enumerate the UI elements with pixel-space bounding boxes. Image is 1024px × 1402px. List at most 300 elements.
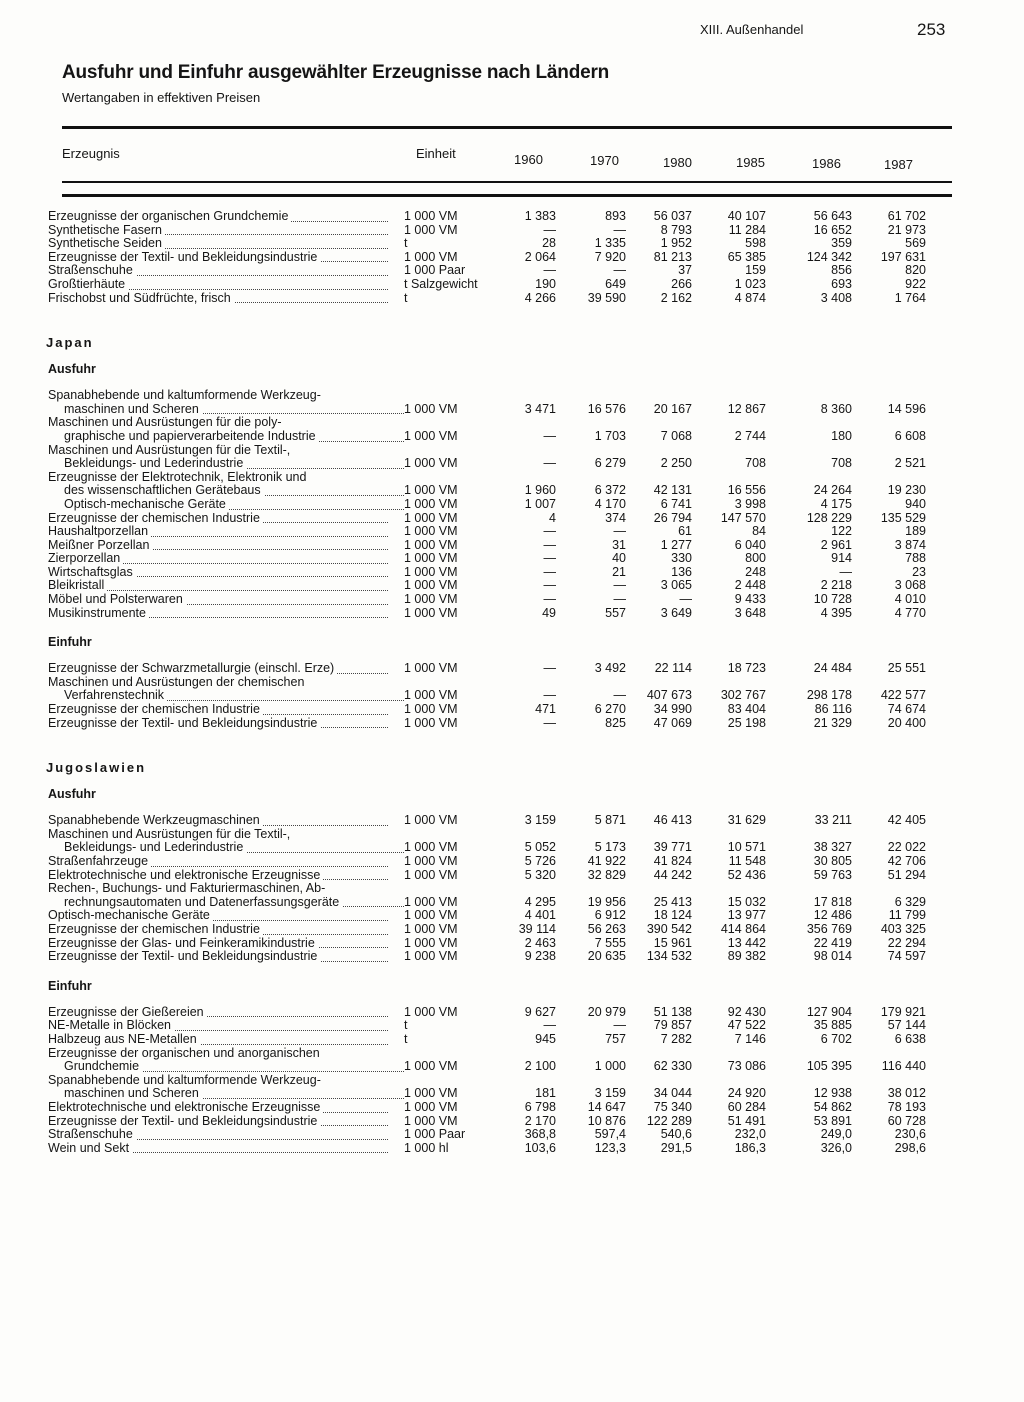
value-cell-1980: 47 069	[653, 715, 692, 730]
row-label-text: Erzeugnisse der chemischen Industrie	[48, 923, 263, 936]
row-label	[48, 923, 388, 937]
row-unit: 1 000 VM	[404, 715, 458, 730]
value-cell-1987: 78 193	[887, 1099, 926, 1114]
table-row	[0, 389, 1024, 403]
row-label	[48, 1006, 388, 1020]
value-cell-1987: 788	[905, 551, 926, 566]
country-name: Japan	[46, 335, 94, 351]
flow-label: Ausfuhr	[48, 787, 96, 802]
column-header-1987: 1987	[884, 157, 913, 172]
value-cell-1986: 326,0	[820, 1140, 852, 1155]
value-cell-1986: 180	[831, 428, 852, 443]
table-header-rule	[62, 181, 952, 183]
row-unit: 1 000 VM	[404, 921, 458, 936]
value-cell-1980: 26 794	[653, 510, 692, 525]
flow-label: Ausfuhr	[48, 362, 96, 377]
value-cell-1980: 79 857	[653, 1018, 692, 1033]
value-cell-1986: 59 763	[813, 867, 852, 882]
value-cell-1980: 407 673	[646, 688, 692, 703]
row-label-text: Synthetische Fasern	[48, 224, 165, 237]
value-cell-1985: 4 874	[734, 290, 766, 305]
running-head: XIII. Außenhandel	[700, 22, 804, 37]
value-cell-1985: 60 284	[727, 1099, 766, 1114]
value-cell-1985: 7 146	[734, 1031, 766, 1046]
row-label-text: Straßenschuhe	[48, 1128, 136, 1141]
value-cell-1970: 6 912	[594, 908, 626, 923]
table-row	[0, 444, 1024, 458]
row-unit: t	[404, 1018, 408, 1033]
table-row	[0, 607, 1024, 621]
row-unit: 1 000 VM	[404, 813, 458, 828]
value-cell-1987: 11 799	[888, 908, 926, 923]
value-cell-1986: 124 342	[806, 249, 852, 264]
row-label-text: Maschinen und Ausrüstungen für die Textil-,	[48, 828, 293, 841]
row-unit: 1 000 VM	[404, 854, 458, 868]
value-cell-1960: 4 266	[524, 290, 556, 305]
row-label	[48, 292, 388, 306]
value-cell-1960: —	[543, 456, 556, 471]
value-cell-1986: 4 175	[820, 496, 852, 511]
value-cell-1970: —	[613, 592, 626, 607]
value-cell-1960: —	[543, 537, 556, 552]
row-unit: 1 000 VM	[404, 935, 458, 950]
value-cell-1970: —	[613, 222, 626, 237]
table-row	[0, 539, 1024, 553]
row-label	[48, 210, 388, 224]
table-row	[0, 525, 1024, 539]
value-cell-1987: 42 706	[887, 854, 926, 868]
value-cell-1987: 4 010	[894, 592, 926, 607]
row-unit: 1 000 VM	[404, 524, 458, 539]
row-unit: 1 000 VM	[404, 1059, 458, 1074]
row-label-text: Optisch-mechanische Geräte	[48, 909, 213, 922]
table-row	[0, 1101, 1024, 1115]
value-cell-1987: 23	[912, 564, 926, 579]
table-row	[0, 430, 1024, 444]
value-cell-1960: 28	[542, 236, 556, 251]
row-label-text: Straßenfahrzeuge	[48, 855, 151, 868]
value-cell-1987: 820	[905, 263, 926, 278]
value-cell-1980: 22 114	[654, 661, 692, 676]
table-row	[0, 278, 1024, 292]
row-label-text: Spanabhebende und kaltumformende Werkzeug-	[48, 1074, 324, 1087]
value-cell-1980: 8 793	[660, 222, 692, 237]
value-cell-1985: 598	[745, 236, 766, 251]
row-label	[48, 593, 388, 607]
row-unit: 1 000 VM	[404, 483, 458, 498]
value-cell-1987: 51 294	[887, 867, 926, 882]
value-cell-1960: —	[543, 428, 556, 443]
row-label-text: Erzeugnisse der organischen Grundchemie	[48, 210, 291, 223]
page-subtitle: Wertangaben in effektiven Preisen	[62, 90, 261, 105]
value-cell-1960: 49	[542, 605, 556, 620]
value-cell-1960: 103,6	[524, 1140, 556, 1155]
value-cell-1985: 11 548	[728, 854, 766, 868]
value-cell-1987: 422 577	[880, 688, 926, 703]
table-row	[0, 950, 1024, 964]
value-cell-1960: 5 320	[524, 867, 556, 882]
row-label-text: Erzeugnisse der Schwarzmetallurgie (einschl. Erze)	[48, 662, 337, 675]
value-cell-1960: —	[543, 1018, 556, 1033]
table-row	[0, 579, 1024, 593]
table-row	[0, 689, 1024, 703]
table-row	[0, 841, 1024, 855]
value-cell-1960: 5 052	[524, 840, 556, 855]
value-cell-1960: 9 238	[524, 949, 556, 964]
row-label-text: Möbel und Polsterwaren	[48, 593, 186, 606]
row-unit: 1 000 VM	[404, 510, 458, 525]
row-label	[48, 662, 388, 676]
value-cell-1986: 24 484	[813, 661, 852, 676]
value-cell-1980: 62 330	[653, 1059, 692, 1074]
value-cell-1970: 41 922	[587, 854, 626, 868]
column-header-1986: 1986	[812, 156, 841, 171]
value-cell-1970: 557	[605, 605, 626, 620]
row-label-text: Elektrotechnische und elektronische Erzeugnisse	[48, 1101, 323, 1114]
value-cell-1987: 60 728	[887, 1113, 926, 1128]
table-row	[0, 937, 1024, 951]
value-cell-1970: 123,3	[594, 1140, 626, 1155]
value-cell-1970: 6 372	[594, 483, 626, 498]
row-label	[48, 416, 388, 430]
value-cell-1970: 825	[605, 715, 626, 730]
row-label-text: graphische und papierverarbeitende Industrie	[64, 430, 319, 443]
value-cell-1980: 2 162	[660, 290, 692, 305]
value-cell-1960: 181	[535, 1086, 556, 1101]
row-unit: 1 000 VM	[404, 702, 458, 717]
value-cell-1985: 414 864	[720, 921, 766, 936]
table-row	[0, 566, 1024, 580]
value-cell-1987: 3 874	[894, 537, 926, 552]
value-cell-1986: 35 885	[813, 1018, 852, 1033]
table-row	[0, 552, 1024, 566]
value-cell-1985: 89 382	[727, 949, 766, 964]
row-label	[64, 498, 404, 512]
value-cell-1987: 2 521	[894, 456, 926, 471]
value-cell-1986: 708	[831, 456, 852, 471]
table-row	[0, 1087, 1024, 1101]
row-unit: 1 000 VM	[404, 688, 458, 703]
value-cell-1985: 248	[745, 564, 766, 579]
row-unit: 1 000 VM	[404, 867, 458, 882]
value-cell-1970: 4 170	[594, 496, 626, 511]
value-cell-1986: 24 264	[813, 483, 852, 498]
row-label-text: Erzeugnisse der Textil- und Bekleidungsindustrie	[48, 950, 320, 963]
table-row	[0, 484, 1024, 498]
row-label-text: Haushaltporzellan	[48, 525, 151, 538]
value-cell-1986: —	[839, 564, 852, 579]
value-cell-1986: 356 769	[806, 921, 852, 936]
row-label-text: maschinen und Scheren	[64, 1087, 202, 1100]
row-label	[64, 689, 404, 703]
value-cell-1986: 128 229	[806, 510, 852, 525]
table-header-rule-thick	[62, 194, 952, 197]
column-header-1970: 1970	[590, 153, 619, 168]
row-label-text: Spanabhebende Werkzeugmaschinen	[48, 814, 263, 827]
row-unit: 1 000 VM	[404, 840, 458, 855]
value-cell-1970: 1 335	[594, 236, 626, 251]
value-cell-1980: 6 741	[660, 496, 692, 511]
value-cell-1980: 34 044	[653, 1086, 692, 1101]
value-cell-1960: —	[543, 551, 556, 566]
value-cell-1970: —	[613, 688, 626, 703]
country-heading	[0, 756, 1024, 780]
row-label-text: NE-Metalle in Blöcken	[48, 1019, 174, 1032]
value-cell-1960: 1 960	[524, 483, 556, 498]
row-unit: 1 000 VM	[404, 496, 458, 511]
value-cell-1986: 359	[831, 236, 852, 251]
row-label-text: Maschinen und Ausrüstungen für die Textil-,	[48, 444, 293, 457]
flow-label: Einfuhr	[48, 635, 92, 650]
value-cell-1960: 39 114	[518, 921, 556, 936]
value-cell-1986: 22 419	[813, 935, 852, 950]
row-label-text: Synthetische Seiden	[48, 237, 165, 250]
value-cell-1987: 74 597	[887, 949, 926, 964]
row-label	[48, 909, 388, 923]
row-unit: 1 000 VM	[404, 222, 458, 237]
value-cell-1970: 16 576	[587, 401, 626, 416]
value-cell-1985: 65 385	[727, 249, 766, 264]
value-cell-1970: 39 590	[587, 290, 626, 305]
row-label-text: Rechen-, Buchungs- und Fakturiermaschinen, Ab-	[48, 882, 328, 895]
row-unit: 1 000 Paar	[404, 263, 466, 278]
table-row	[0, 237, 1024, 251]
row-label	[48, 1142, 388, 1156]
row-label	[64, 896, 404, 910]
value-cell-1960: —	[543, 661, 556, 676]
row-unit: 1 000 VM	[404, 1086, 458, 1101]
value-cell-1980: 7 068	[660, 428, 692, 443]
row-label-text: Bekleidungs- und Lederindustrie	[64, 457, 246, 470]
row-unit: 1 000 VM	[404, 551, 458, 566]
value-cell-1985: 159	[745, 263, 766, 278]
value-cell-1987: 25 551	[887, 661, 926, 676]
country-heading	[0, 331, 1024, 355]
value-cell-1970: 40	[612, 551, 626, 566]
value-cell-1986: 30 805	[813, 854, 852, 868]
row-label-text: Erzeugnisse der Textil- und Bekleidungsindustrie	[48, 717, 320, 730]
row-label-text: Meißner Porzellan	[48, 539, 152, 552]
row-label-text: Erzeugnisse der chemischen Industrie	[48, 703, 263, 716]
table-row	[0, 1019, 1024, 1033]
row-label	[48, 224, 388, 238]
value-cell-1985: 51 491	[727, 1113, 766, 1128]
row-label	[48, 1047, 388, 1061]
value-cell-1985: 1 023	[734, 276, 766, 291]
value-cell-1985: 3 998	[734, 496, 766, 511]
table-row	[0, 869, 1024, 883]
value-cell-1987: 4 770	[894, 605, 926, 620]
table-row	[0, 224, 1024, 238]
value-cell-1985: 11 284	[728, 222, 766, 237]
value-cell-1970: 6 270	[594, 702, 626, 717]
row-label	[48, 717, 388, 731]
value-cell-1960: 368,8	[524, 1127, 556, 1142]
value-cell-1985: 18 723	[727, 661, 766, 676]
value-cell-1986: 127 904	[806, 1004, 852, 1019]
value-cell-1980: 136	[671, 564, 692, 579]
row-unit: t	[404, 1031, 408, 1046]
value-cell-1960: 1 383	[524, 209, 556, 223]
row-unit: 1 000 VM	[404, 456, 458, 471]
table-row	[0, 1033, 1024, 1047]
row-unit: 1 000 hl	[404, 1140, 449, 1155]
value-cell-1986: 2 961	[820, 537, 852, 552]
value-cell-1987: 14 596	[887, 401, 926, 416]
value-cell-1985: 186,3	[734, 1140, 766, 1155]
row-unit: 1 000 VM	[404, 661, 458, 676]
value-cell-1987: 569	[905, 236, 926, 251]
value-cell-1985: 52 436	[727, 867, 766, 882]
row-label	[48, 676, 388, 690]
row-label-text: Erzeugnisse der Gießereien	[48, 1006, 207, 1019]
value-cell-1986: 3 408	[820, 290, 852, 305]
value-cell-1970: 32 829	[587, 867, 626, 882]
value-cell-1960: 945	[535, 1031, 556, 1046]
value-cell-1986: 693	[831, 276, 852, 291]
table-row	[0, 1006, 1024, 1020]
page-title: Ausfuhr und Einfuhr ausgewählter Erzeugnisse nach Ländern	[62, 62, 610, 83]
value-cell-1985: 3 648	[734, 605, 766, 620]
column-header-unit: Einheit	[416, 146, 456, 161]
row-label-text: Verfahrenstechnik	[64, 689, 167, 702]
row-label	[48, 471, 388, 485]
value-cell-1960: 2 100	[524, 1059, 556, 1074]
value-cell-1985: 25 198	[727, 715, 766, 730]
value-cell-1970: 374	[605, 510, 626, 525]
row-label-text: Elektrotechnische und elektronische Erzeugnisse	[48, 869, 323, 882]
value-cell-1980: 39 771	[653, 840, 692, 855]
row-label-text: Halbzeug aus NE-Metallen	[48, 1033, 200, 1046]
value-cell-1970: —	[613, 578, 626, 593]
value-cell-1970: —	[613, 1018, 626, 1033]
value-cell-1985: 13 442	[727, 935, 766, 950]
value-cell-1970: 1 703	[594, 428, 626, 443]
value-cell-1980: 266	[671, 276, 692, 291]
value-cell-1970: 5 871	[594, 813, 626, 828]
value-cell-1985: 13 977	[727, 908, 766, 923]
row-unit: t Salzgewicht	[404, 276, 478, 291]
value-cell-1980: 56 037	[653, 209, 692, 223]
value-cell-1985: 232,0	[734, 1127, 766, 1142]
value-cell-1987: 57 144	[887, 1018, 926, 1033]
value-cell-1987: 189	[905, 524, 926, 539]
row-label	[48, 389, 388, 403]
table-row	[0, 471, 1024, 485]
row-label	[48, 251, 388, 265]
row-label-text: Erzeugnisse der organischen und anorganischen	[48, 1047, 323, 1060]
row-label	[48, 539, 388, 553]
value-cell-1980: 1 277	[660, 537, 692, 552]
row-label	[48, 814, 388, 828]
row-unit: 1 000 VM	[404, 605, 458, 620]
row-label	[64, 841, 404, 855]
row-label	[64, 403, 404, 417]
value-cell-1987: 6 329	[894, 894, 926, 909]
value-cell-1980: 122 289	[646, 1113, 692, 1128]
table-top-rule	[62, 126, 952, 129]
value-cell-1986: 98 014	[813, 949, 852, 964]
value-cell-1987: 21 973	[887, 222, 926, 237]
row-label	[48, 444, 388, 458]
row-label-text: Zierporzellan	[48, 552, 123, 565]
value-cell-1987: 116 440	[881, 1059, 926, 1074]
table-row	[0, 896, 1024, 910]
row-label	[48, 1128, 388, 1142]
value-cell-1985: 302 767	[720, 688, 766, 703]
table-row	[0, 498, 1024, 512]
value-cell-1986: 298 178	[806, 688, 852, 703]
value-cell-1985: 83 404	[727, 702, 766, 717]
value-cell-1980: 44 242	[653, 867, 692, 882]
value-cell-1980: 3 649	[660, 605, 692, 620]
row-label-text: Erzeugnisse der Textil- und Bekleidungsindustrie	[48, 251, 320, 264]
value-cell-1987: 3 068	[894, 578, 926, 593]
value-cell-1985: 147 570	[720, 510, 766, 525]
value-cell-1986: 249,0	[820, 1127, 852, 1142]
value-cell-1986: 122	[831, 524, 852, 539]
value-cell-1986: 21 329	[813, 715, 852, 730]
table-row	[0, 292, 1024, 306]
row-unit: 1 000 VM	[404, 1113, 458, 1128]
row-label-text: Erzeugnisse der Textil- und Bekleidungsindustrie	[48, 1115, 320, 1128]
value-cell-1987: 6 608	[894, 428, 926, 443]
row-label-text: Maschinen und Ausrüstungen für die poly-	[48, 416, 284, 429]
table-row	[0, 855, 1024, 869]
flow-heading	[0, 359, 1024, 381]
table-row	[0, 251, 1024, 265]
value-cell-1985: 40 107	[727, 209, 766, 223]
row-label	[48, 278, 388, 292]
table-row	[0, 416, 1024, 430]
value-cell-1970: 10 876	[587, 1113, 626, 1128]
row-unit: 1 000 VM	[404, 908, 458, 923]
value-cell-1985: 2 448	[734, 578, 766, 593]
value-cell-1987: 298,6	[894, 1140, 926, 1155]
row-label	[48, 1033, 388, 1047]
value-cell-1980: —	[679, 592, 692, 607]
row-label-text: Bleikristall	[48, 579, 107, 592]
value-cell-1970: 1 000	[594, 1059, 626, 1074]
row-label-text: Frischobst und Südfrüchte, frisch	[48, 292, 234, 305]
value-cell-1970: 31	[612, 537, 626, 552]
table-row	[0, 1128, 1024, 1142]
value-cell-1987: 22 022	[887, 840, 926, 855]
row-label-text: Erzeugnisse der Elektrotechnik, Elektronik und	[48, 471, 309, 484]
value-cell-1985: 6 040	[734, 537, 766, 552]
row-unit: 1 000 VM	[404, 428, 458, 443]
value-cell-1986: 10 728	[813, 592, 852, 607]
row-label	[48, 937, 388, 951]
value-cell-1980: 51 138	[653, 1004, 692, 1019]
row-label-text: Erzeugnisse der chemischen Industrie	[48, 512, 263, 525]
value-cell-1985: 24 920	[727, 1086, 766, 1101]
row-label	[48, 882, 388, 896]
row-unit: 1 000 VM	[404, 592, 458, 607]
table-row	[0, 676, 1024, 690]
value-cell-1960: 3 471	[524, 401, 556, 416]
value-cell-1987: 922	[905, 276, 926, 291]
value-cell-1970: 7 555	[594, 935, 626, 950]
table-row	[0, 264, 1024, 278]
value-cell-1960: —	[543, 524, 556, 539]
flow-label: Einfuhr	[48, 978, 92, 993]
value-cell-1960: —	[543, 564, 556, 579]
row-label	[64, 457, 404, 471]
column-header-1980: 1980	[663, 155, 692, 170]
value-cell-1985: 12 867	[727, 401, 766, 416]
table-row	[0, 662, 1024, 676]
